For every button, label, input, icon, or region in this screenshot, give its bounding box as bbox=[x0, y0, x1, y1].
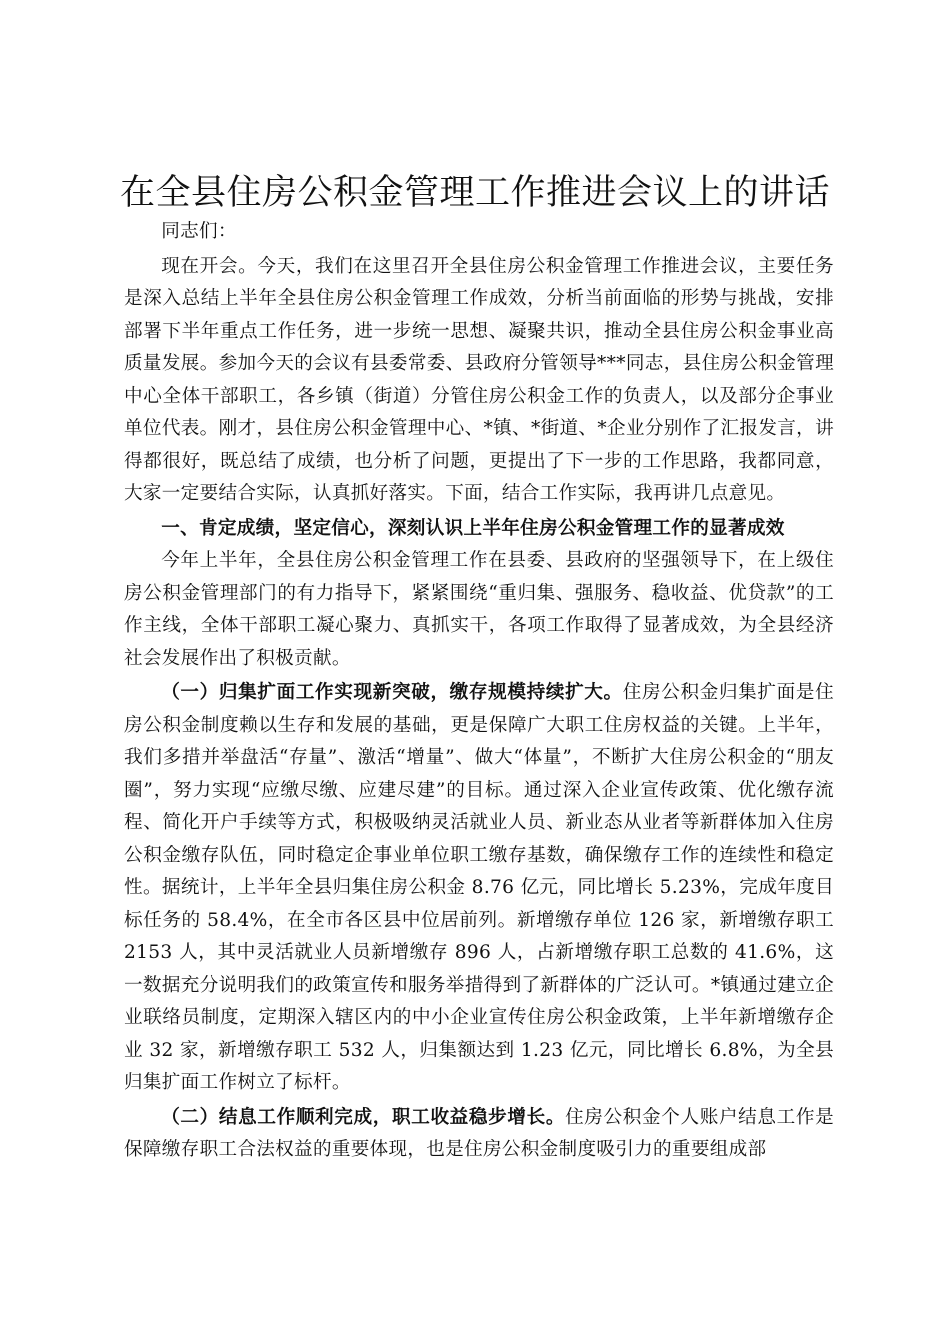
intro-paragraph: 现在开会。今天，我们在这里召开全县住房公积金管理工作推进会议，主要任务是深入总结上半年全县住房公积金管理工作成效，分析当前面临的形势与挑战，安排部署下半年重点工作任务，进一步统一思想、凝聚共识，推动全县住房公积金事业高质量发展。参加今天的会议有县委常委、县政府分管领导***同志，县住房公积金管理中心全体干部职工，各乡镇（街道）分管住房公积金工作的负责人，以及部分企事业单位代表。刚才，县住房公积金管理中心、*镇、*街道、*企业分别作了汇报发言，讲得都很好，既总结了成绩，也分析了问题，更提出了下一步的工作思路，我都同意，大家一定要结合实际，认真抓好落实。下面，结合工作实际，我再讲几点意见。 bbox=[124, 255, 834, 504]
salutation: 同志们： bbox=[161, 221, 237, 242]
item-2-body: 住房公积金个人账户结息工作是保障缴存职工合法权益的重要体现，也是住房公积金制度吸引力的重要组成部 bbox=[124, 1106, 834, 1160]
document-title: 在全县住房公积金管理工作推进会议上的讲话 bbox=[119, 173, 830, 213]
item-1-body: 住房公积金归集扩面是住房公积金制度赖以生存和发展的基础，更是保障广大职工住房权益的关键。上半年，我们多措并举盘活“存量”、激活“增量”、做大“体量”，不断扩大住房公积金的“朋友圈”，努力实现“应缴尽缴、应建尽建”的目标。通过深入企业宣传政策、优化缴存流程、简化开户手续等方式，积极吸纳灵活就业人员、新业态从业者等新群体加入住房公积金缴存队伍，同时稳定企事业单位职工缴存基数，确保缴存工作的连续性和稳定性。据统计，上半年全县归集住房公积金 8.76 亿元，同比增长 5.23%，完成年度目标任务的 58.4%，在全市各区县中位居前列。新增缴存单位 126 家，新增缴存职工 2153 人，其中灵活就业人员新增缴存 896 人，占新增缴存职工总数的 41.6%，这一数据充分说明我们的政策宣传和服务举措得到了新群体的广泛认可。*镇通过建立企业联络员制度，定期深入辖区内的中小企业宣传住房公积金政策，上半年新增缴存企业 32 家，新增缴存职工 532 人，归集额达到 1.23 亿元，同比增长 6.8%，为全县归集扩面工作树立了标杆。 bbox=[124, 682, 835, 1093]
item-1-lead: （一）归集扩面工作实现新突破，缴存规模持续扩大。 bbox=[161, 682, 623, 703]
item-2-lead: （二）结息工作顺利完成，职工收益稳步增长。 bbox=[161, 1106, 566, 1128]
section-1-paragraph: 今年上半年，全县住房公积金管理工作在县委、县政府的坚强领导下，在上级住房公积金管理部门的有力指导下，紧紧围绕“重归集、强服务、稳收益、优贷款”的工作主线，全体干部职工凝心聚力、真抓实干，各项工作取得了显著成效，为全县经济社会发展作出了积极贡献。 bbox=[124, 550, 834, 669]
document-body bbox=[124, 216, 834, 1167]
item-2-paragraph bbox=[124, 1102, 834, 1167]
item-1-paragraph bbox=[124, 677, 834, 1100]
section-heading-1: 一、肯定成绩，坚定信心，深刻认识上半年住房公积金管理工作的显著成效 bbox=[161, 517, 785, 539]
